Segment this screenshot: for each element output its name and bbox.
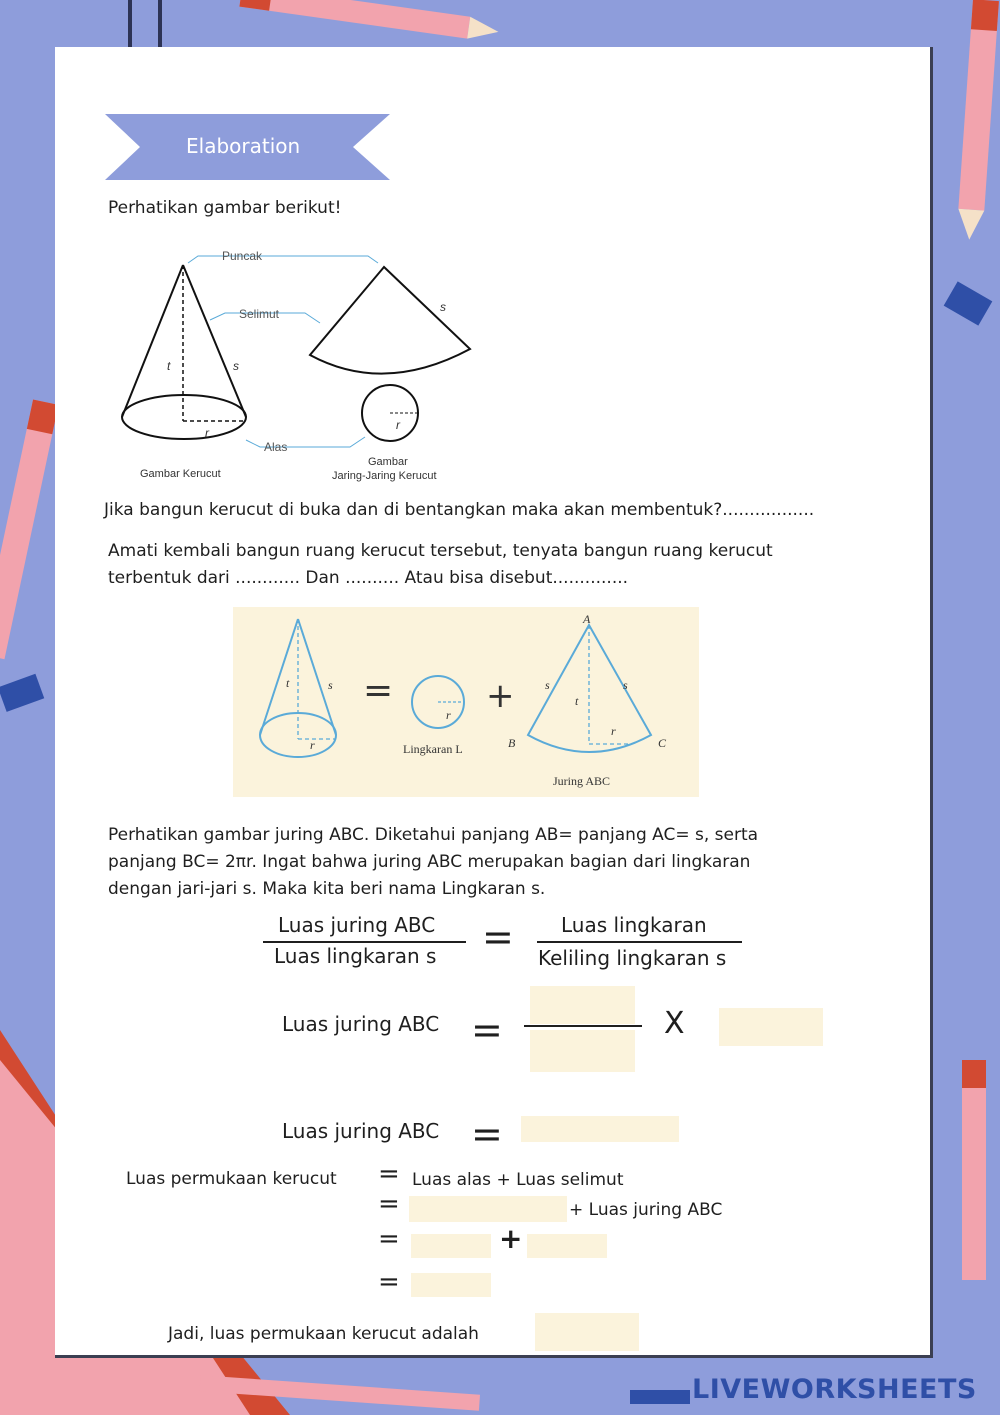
banner-title: Elaboration — [186, 134, 301, 158]
surface-eq-3: = — [378, 1224, 400, 1254]
fig2-point-c: C — [658, 736, 667, 750]
fig2-sector-t: t — [575, 694, 579, 708]
formula3-equals: = — [471, 1112, 503, 1156]
formula2-label: Luas juring ABC — [282, 1012, 440, 1036]
fig2-sector-s-right: s — [623, 678, 628, 692]
paragraph-3-line-1: Perhatikan gambar juring ABC. Diketahui panjang AB= panjang AC= s, serta — [108, 825, 759, 845]
intro-text: Perhatikan gambar berikut! — [108, 198, 342, 218]
net-r-label: r — [396, 418, 400, 432]
formula2-fraction-bar — [524, 1025, 642, 1027]
pencil-icon — [956, 0, 999, 240]
fraction-denominator-right: Keliling lingkaran s — [538, 946, 727, 970]
liveworksheets-logo: LIVEWORKSHEETS — [692, 1374, 977, 1405]
formula2-times: X — [664, 1006, 685, 1041]
fig2-point-b: B — [508, 736, 516, 750]
surface-plus: + — [499, 1222, 523, 1255]
cone-decomposition-figure — [233, 607, 699, 797]
fig2-circle-r: r — [446, 708, 451, 722]
surface-line-2-suffix: + Luas juring ABC — [569, 1200, 723, 1220]
caption-jaring: Jaring-Jaring Kerucut — [332, 470, 437, 482]
question-1: Jika bangun kerucut di buka dan di bentangkan maka akan membentuk?................. — [104, 500, 815, 520]
formula3-result-input[interactable] — [521, 1116, 679, 1142]
alas-label: Alas — [264, 440, 288, 454]
fig2-sector-s-left: s — [545, 678, 550, 692]
paragraph-3-line-2: panjang BC= 2πr. Ingat bahwa juring ABC merupakan bagian dari lingkaran — [108, 852, 751, 872]
fig2-equals: = — [363, 670, 394, 711]
conclusion-text: Jadi, luas permukaan kerucut adalah — [168, 1324, 479, 1344]
fig2-cone-s: s — [328, 678, 333, 692]
surface-label: Luas permukaan kerucut — [126, 1169, 337, 1189]
pencil-icon — [962, 1060, 986, 1280]
paragraph-3-line-3: dengan jari-jari s. Maka kita beri nama Lingkaran s. — [108, 879, 546, 899]
formula3-label: Luas juring ABC — [282, 1119, 440, 1143]
fig2-lingkaran-label: Lingkaran L — [403, 742, 463, 756]
surface-term-1-input[interactable] — [411, 1234, 491, 1258]
fraction-denominator-left: Luas lingkaran s — [274, 944, 437, 968]
fig2-cone-t: t — [286, 676, 290, 690]
fraction-bar-left — [263, 941, 466, 943]
cone-net-figure — [110, 245, 510, 485]
fig2-plus: + — [486, 676, 515, 716]
puncak-label: Puncak — [222, 249, 263, 263]
fig2-point-a: A — [583, 612, 591, 626]
fig2-cone-r: r — [310, 738, 315, 752]
formula2-equals: = — [471, 1008, 503, 1052]
binder-clip-icon — [0, 674, 44, 712]
fig2-juring-label: Juring ABC — [553, 774, 611, 788]
surface-eq-1: = — [378, 1159, 400, 1189]
pencil-icon — [0, 399, 59, 659]
caption-kerucut: Gambar Kerucut — [140, 468, 221, 480]
formula1-equals: = — [482, 915, 514, 959]
fig2-sector-r: r — [611, 724, 616, 738]
formula2-denominator-input[interactable] — [530, 1030, 635, 1072]
surface-total-input[interactable] — [411, 1273, 491, 1297]
surface-eq-4: = — [378, 1267, 400, 1297]
cone-r-label: r — [205, 426, 209, 440]
surface-alas-input[interactable] — [409, 1196, 567, 1222]
surface-eq-2: = — [378, 1189, 400, 1219]
formula2-numerator-input[interactable] — [530, 986, 635, 1024]
fraction-numerator-right: Luas lingkaran — [561, 913, 707, 937]
caption-gambar: Gambar — [368, 456, 408, 468]
fraction-numerator-left: Luas juring ABC — [278, 913, 436, 937]
paragraph-2-line-2: terbentuk dari ............ Dan .......... Atau bisa disebut.............. — [108, 568, 629, 588]
formula2-multiplier-input[interactable] — [719, 1008, 823, 1046]
selimut-label: Selimut — [239, 307, 280, 321]
cone-s-label: s — [233, 359, 239, 373]
pencil-icon — [239, 0, 500, 43]
conclusion-answer-input[interactable] — [535, 1313, 639, 1351]
surface-term-2-input[interactable] — [527, 1234, 607, 1258]
cone-t-label: t — [167, 359, 171, 373]
fraction-bar-right — [537, 941, 742, 943]
paragraph-2-line-1: Amati kembali bangun ruang kerucut tersebut, tenyata bangun ruang kerucut — [108, 541, 773, 561]
net-s-label: s — [440, 300, 446, 314]
binder-clip-icon — [944, 281, 993, 325]
surface-line-1: Luas alas + Luas selimut — [412, 1170, 624, 1190]
